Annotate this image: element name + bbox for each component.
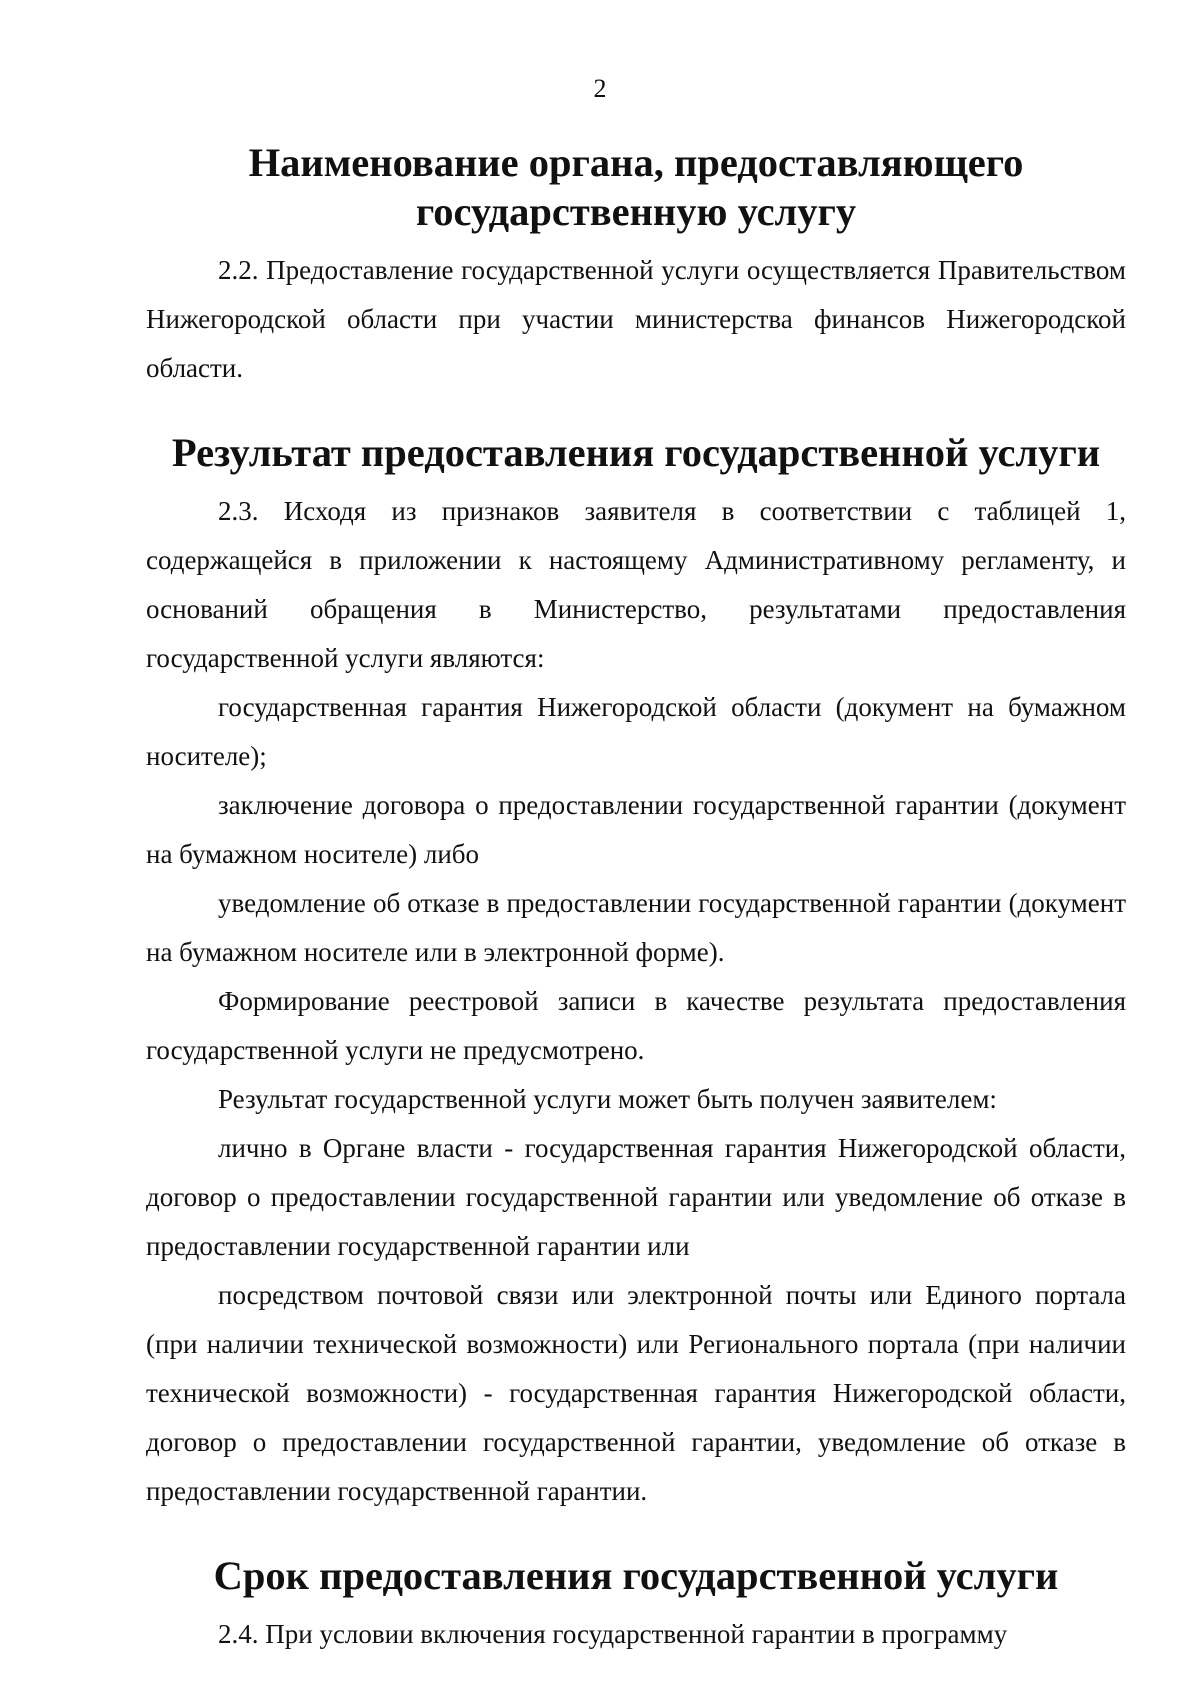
document-body: [146, 138, 1126, 1659]
paragraph-result-receipt: Результат государственной услуги может быть получен заявителем:: [218, 1084, 997, 1114]
section-heading-authority: Наименование органа, предоставляющего государственную услугу: [248, 140, 1024, 234]
paragraph-receipt-remote: посредством почтовой связи или электронной почты или Единого портала (при наличии технической возможности) или Регионального портала (при наличии технической возможности) - государственная гарантия Нижегородской области, договор о предоставлении государственной гарантии, уведомление об отказе в предоставлении государственной гарантии.: [146, 1280, 1126, 1506]
paragraph-result-refusal: уведомление об отказе в предоставлении государственной гарантии (документ на бумажном носителе или в электронной форме).: [146, 888, 1126, 967]
paragraph-registry-record: Формирование реестровой записи в качестве результата предоставления государственной услуги не предусмотрено.: [146, 986, 1126, 1065]
paragraph-result-guarantee: государственная гарантия Нижегородской области (документ на бумажном носителе);: [146, 692, 1126, 771]
paragraph-2-4: 2.4. При условии включения государственной гарантии в программу: [218, 1619, 1008, 1649]
paragraph-result-contract: заключение договора о предоставлении государственной гарантии (документ на бумажном носителе) либо: [146, 790, 1126, 869]
section-heading-term: Срок предоставления государственной услуги: [213, 1553, 1059, 1598]
page-number: 2: [593, 74, 607, 103]
paragraph-2-2: 2.2. Предоставление государственной услуги осуществляется Правительством Нижегородской области при участии министерства финансов Нижегородской области.: [146, 255, 1126, 383]
paragraph-receipt-in-person: лично в Органе власти - государственная гарантия Нижегородской области, договор о предоставлении государственной гарантии или уведомление об отказе в предоставлении государственной гарантии или: [146, 1133, 1126, 1261]
paragraph-2-3: 2.3. Исходя из признаков заявителя в соответствии с таблицей 1, содержащейся в приложении к настоящему Административному регламенту, и оснований обращения в Министерство, результатами предоставления государственной услуги являются:: [146, 496, 1126, 673]
section-heading-result: Результат предоставления государственной услуги: [171, 430, 1101, 475]
